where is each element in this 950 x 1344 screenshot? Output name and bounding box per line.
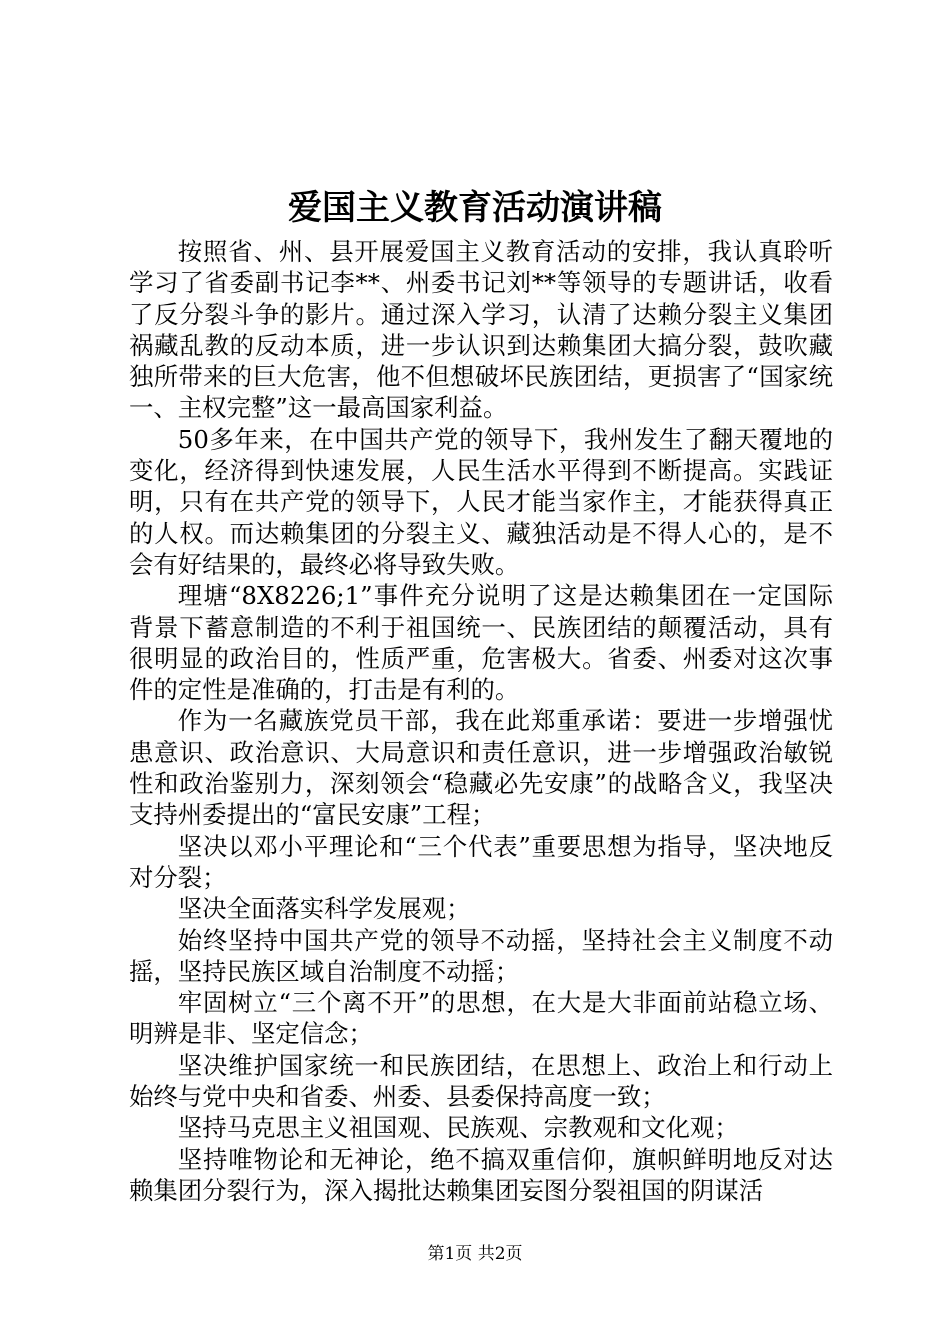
paragraph-9: 坚决维护国家统一和民族团结，在思想上、政治上和行动上始终与党中央和省委、州委、县委保持高度一致； [129, 1050, 833, 1112]
paragraph-2: 50多年来，在中国共产党的领导下，我州发生了翻天覆地的变化，经济得到快速发展，人民生活水平得到不断提高。实践证明，只有在共产党的领导下，人民才能当家作主，才能获得真正的人权。而达赖集团的分裂主义、藏独活动是不得人心的，是不会有好结果的，最终必将导致失败。 [129, 424, 833, 579]
paragraph-4: 作为一名藏族党员干部，我在此郑重承诺：要进一步增强忧患意识、政治意识、大局意识和责任意识，进一步增强政治敏锐性和政治鉴别力，深刻领会“稳藏必先安康”的战略含义，我坚决支持州委提出的“富民安康”工程； [129, 706, 833, 830]
paragraph-1: 按照省、州、县开展爱国主义教育活动的安排，我认真聆听学习了省委副书记李**、州委书记刘**等领导的专题讲话，收看了反分裂斗争的影片。通过深入学习，认清了达赖分裂主义集团祸藏乱教的反动本质，进一步认识到达赖集团大搞分裂，鼓吹藏独所带来的巨大危害，他不但想破坏民族团结，更损害了“国家统一、主权完整”这一最高国家利益。 [129, 237, 833, 423]
paragraph-11: 坚持唯物论和无神论，绝不搞双重信仰，旗帜鲜明地反对达赖集团分裂行为，深入揭批达赖集团妄图分裂祖国的阴谋活 [129, 1144, 833, 1205]
paragraph-6: 坚决全面落实科学发展观； [177, 894, 471, 924]
paragraph-8: 牢固树立“三个离不开”的思想，在大是大非面前站稳立场、明辨是非、坚定信念； [129, 988, 833, 1049]
paragraph-7: 始终坚持中国共产党的领导不动摇，坚持社会主义制度不动摇，坚持民族区域自治制度不动摇； [129, 925, 833, 986]
paragraph-5: 坚决以邓小平理论和“三个代表”重要思想为指导，坚决地反对分裂； [129, 831, 833, 892]
document-title: 爱国主义教育活动演讲稿 [288, 188, 662, 228]
document-body [129, 236, 833, 1206]
page-number-footer: 第1页 共2页 [427, 1244, 523, 1264]
paragraph-10: 坚持马克思主义祖国观、民族观、宗教观和文化观； [177, 1113, 739, 1143]
paragraph-3: 理塘“8X8226;1”事件充分说明了这是达赖集团在一定国际背景下蓄意制造的不利于祖国统一、民族团结的颠覆活动，具有很明显的政治目的，性质严重，危害极大。省委、州委对这次事件的定性是准确的，打击是有利的。 [129, 581, 833, 705]
